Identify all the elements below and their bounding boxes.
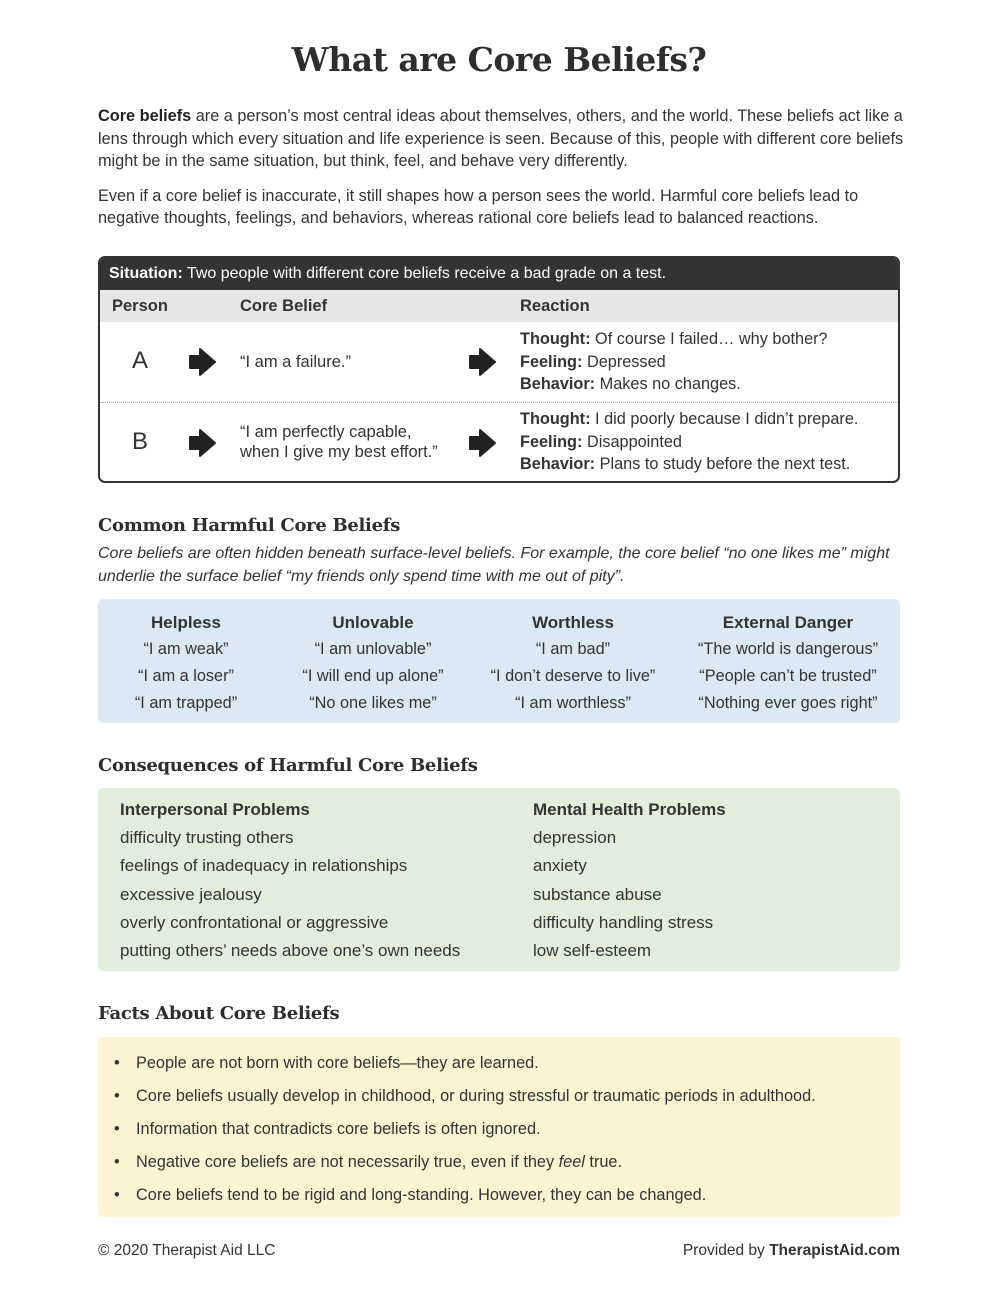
situation-text: Two people with different core beliefs receive a bad grade on a test.	[182, 265, 667, 282]
feeling-text: Depressed	[582, 352, 666, 371]
harmful-beliefs-box	[98, 599, 900, 723]
category-helpless	[126, 609, 246, 717]
feeling-label: Feeling:	[520, 432, 583, 451]
person-label: A	[132, 347, 149, 374]
footer	[98, 1242, 900, 1260]
fact-text: true.	[584, 1153, 623, 1171]
reaction	[520, 328, 828, 396]
column-heading: Mental Health Problems	[533, 800, 726, 819]
belief-item: “I don’t deserve to live”	[490, 667, 656, 685]
behavior-text: Plans to study before the next test.	[595, 455, 851, 473]
right-arrow-icon	[468, 428, 496, 458]
column-headers	[100, 290, 898, 322]
harmful-note: Core beliefs are often hidden beneath surface-level beliefs. For example, the core belief “no one likes me” might underlie the surface belief “my friends only spend time with me out of pity”.	[98, 545, 890, 585]
fact-item: • Core beliefs usually develop in childhood, or during stressful or traumatic periods in adulthood.	[114, 1080, 816, 1113]
table-row	[100, 402, 898, 481]
behavior-label: Behavior:	[520, 375, 596, 393]
feeling-label: Feeling:	[520, 352, 583, 371]
belief-item: “I am trapped”	[134, 694, 238, 712]
col-belief: Core Belief	[240, 297, 328, 315]
thought-text: I did poorly because I didn’t prepare.	[590, 410, 859, 428]
consequence-item: anxiety	[533, 856, 587, 876]
consequence-item: difficulty handling stress	[533, 912, 714, 932]
category-heading: Worthless	[532, 613, 614, 632]
fact-item: • People are not born with core beliefs—they are learned.	[114, 1047, 816, 1080]
belief-item: “I will end up alone”	[302, 667, 444, 685]
situation-table	[98, 256, 900, 483]
belief-item: “People can’t be trusted”	[699, 667, 877, 685]
col-reaction: Reaction	[520, 297, 590, 315]
consequence-item: difficulty trusting others	[120, 828, 294, 848]
brand-link[interactable]: TherapistAid.com	[769, 1242, 900, 1259]
consequence-item: low self-esteem	[533, 941, 652, 961]
situation-label: Situation:	[109, 265, 183, 282]
thought-text: Of course I failed… why bother?	[590, 330, 828, 348]
fact-item	[114, 1146, 816, 1179]
category-worthless	[478, 609, 668, 717]
page-title: What are Core Beliefs?	[291, 40, 707, 79]
thought-line	[520, 328, 828, 351]
belief-item: “No one likes me”	[309, 694, 437, 712]
category-heading: Unlovable	[332, 613, 414, 632]
copyright: © 2020 Therapist Aid LLC	[98, 1242, 276, 1259]
consequence-item: feelings of inadequacy in relationships	[120, 856, 408, 876]
behavior-label: Behavior:	[520, 455, 596, 473]
feeling-line	[520, 351, 828, 374]
facts-box	[98, 1037, 900, 1217]
intro-text: are a person’s most central ideas about themselves, others, and the world. These beliefs act like a lens through which every situation and life experience is seen. Because of this, people with different core beliefs might be in the same situation, but think, feel, and behave very differently.	[98, 107, 904, 170]
core-belief	[240, 422, 438, 462]
fact-emphasis: feel	[558, 1153, 585, 1171]
belief-item: “The world is dangerous”	[697, 640, 879, 658]
fact-item: • Information that contradicts core beliefs is often ignored.	[114, 1113, 816, 1146]
table-row	[100, 322, 898, 402]
reaction	[520, 408, 858, 476]
section-title-facts: Facts About Core Beliefs	[98, 1003, 340, 1024]
mental-health-column	[533, 796, 726, 965]
fact-item: • Core beliefs tend to be rigid and long-standing. However, they can be changed.	[114, 1179, 816, 1212]
situation-header	[100, 258, 898, 290]
right-arrow-icon	[468, 347, 496, 377]
consequence-item: excessive jealousy	[120, 884, 262, 904]
category-unlovable	[288, 609, 458, 717]
thought-label: Thought:	[520, 410, 591, 428]
belief-item: “Nothing ever goes right”	[698, 694, 878, 712]
consequences-box	[98, 788, 900, 971]
intro-paragraph-1	[98, 105, 904, 173]
belief-item: “I am weak”	[143, 640, 229, 658]
consequence-item: putting others’ needs above one’s own needs	[120, 941, 461, 961]
section-title-consequences: Consequences of Harmful Core Beliefs	[98, 755, 478, 776]
category-external-danger	[683, 609, 893, 717]
intro-paragraph-2: Even if a core belief is inaccurate, it still shapes how a person sees the world. Harmful core beliefs lead to negative thoughts, feelings, and behaviors, whereas rational core beliefs lead to balanced reactions.	[98, 186, 859, 227]
belief-item: “I am a loser”	[138, 667, 234, 685]
intro-bold-term: Core beliefs	[98, 107, 192, 125]
thought-label: Thought:	[520, 330, 591, 348]
belief-item: “I am unlovable”	[314, 640, 432, 658]
interpersonal-column	[120, 796, 460, 965]
right-arrow-icon	[188, 347, 216, 377]
consequence-item: substance abuse	[533, 884, 662, 904]
consequence-item: overly confrontational or aggressive	[120, 912, 389, 932]
behavior-line	[520, 373, 828, 396]
col-person: Person	[112, 297, 168, 315]
fact-text: Negative core beliefs are not necessarily true, even if they	[136, 1153, 559, 1171]
person-label: B	[132, 428, 149, 455]
facts-list	[114, 1047, 816, 1212]
provided-by	[683, 1242, 900, 1260]
feeling-text: Disappointed	[582, 432, 682, 451]
thought-line	[520, 408, 858, 431]
section-title-harmful: Common Harmful Core Beliefs	[98, 515, 401, 536]
feeling-line	[520, 431, 858, 454]
core-belief: “I am a failure.”	[240, 353, 351, 371]
category-heading: External Danger	[722, 613, 854, 632]
intro-section	[98, 105, 904, 242]
belief-item: “I am worthless”	[515, 694, 631, 712]
belief-item: “I am bad”	[535, 640, 611, 658]
right-arrow-icon	[188, 428, 216, 458]
column-heading: Interpersonal Problems	[120, 800, 310, 819]
core-belief-line: “I am perfectly capable,	[240, 423, 412, 441]
behavior-line	[520, 453, 858, 476]
provided-by-text: Provided by	[682, 1242, 770, 1259]
category-heading: Helpless	[151, 613, 221, 632]
core-belief-line: when I give my best effort.”	[240, 443, 438, 461]
behavior-text: Makes no changes.	[595, 375, 741, 393]
consequence-item: depression	[533, 828, 617, 848]
